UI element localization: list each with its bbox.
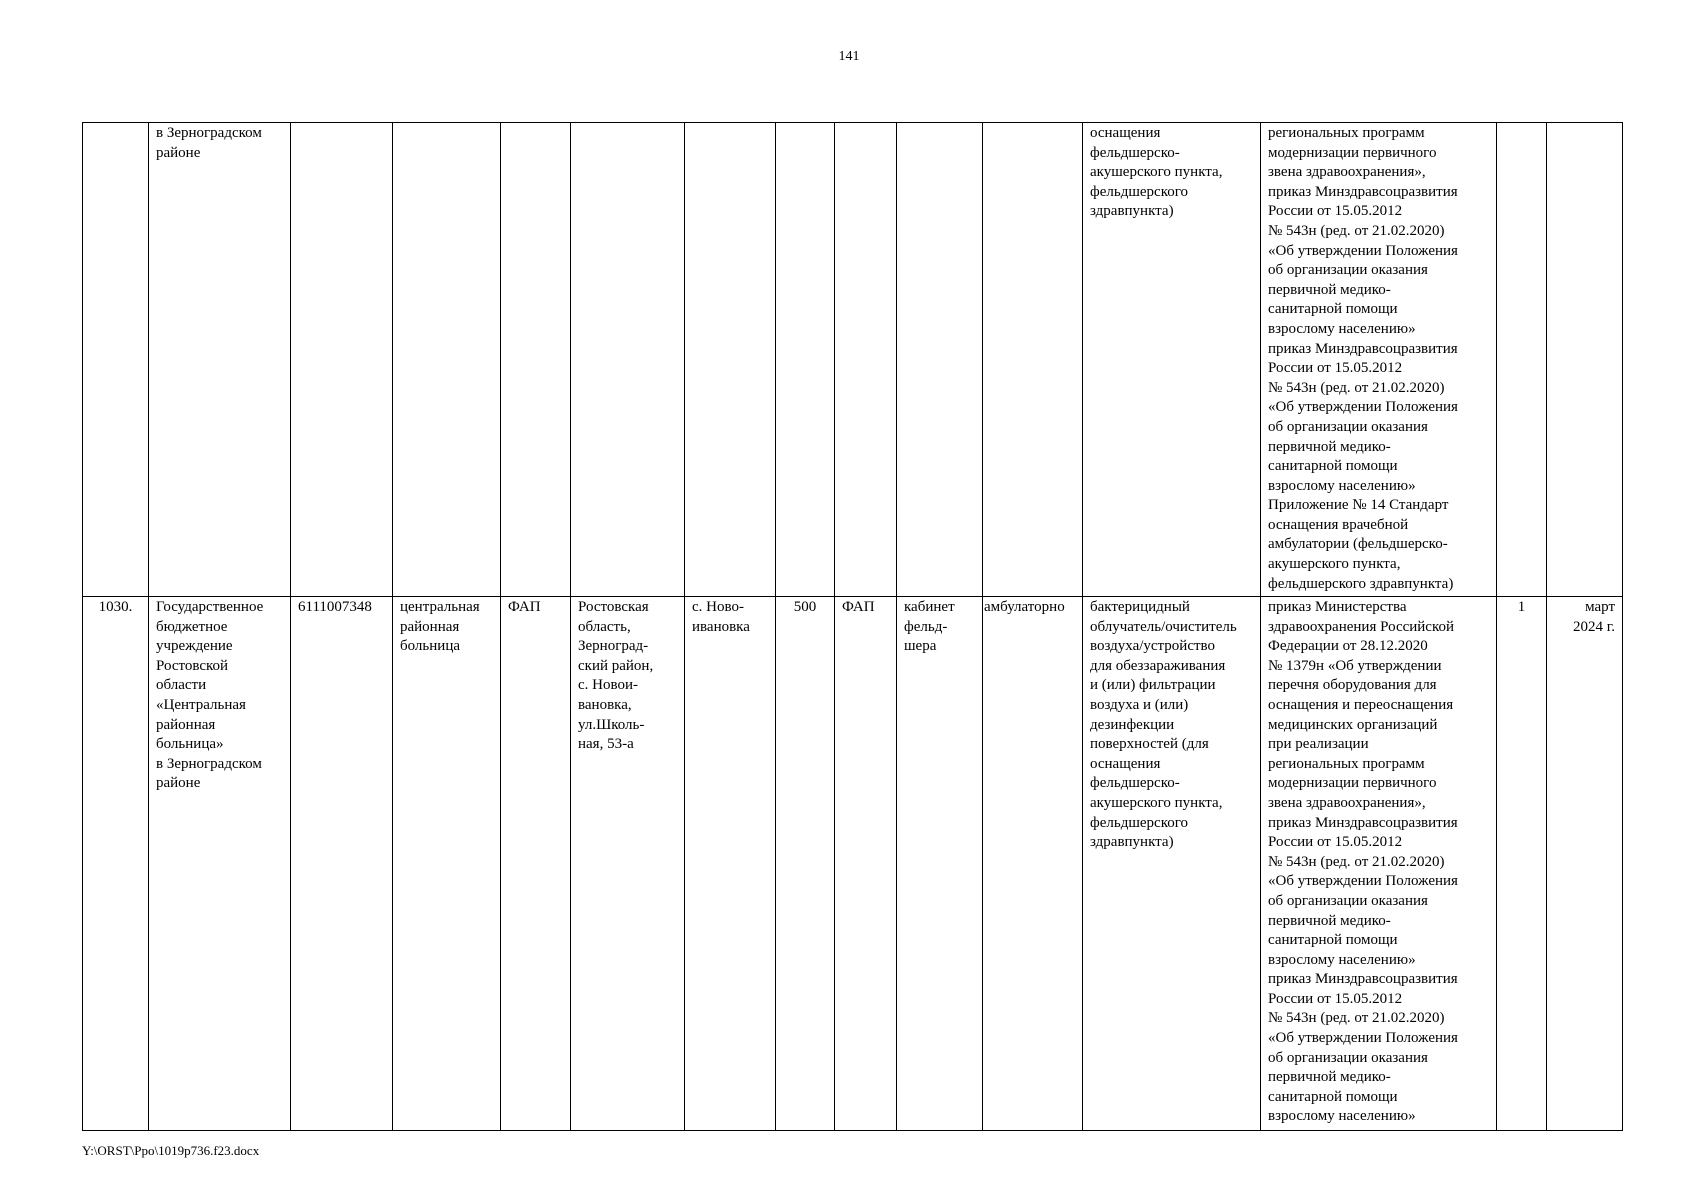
unit-cell xyxy=(501,123,571,597)
institution-type-cell xyxy=(393,123,501,597)
document-table xyxy=(82,122,1623,1131)
equipment-cell: оснащения фельдшерско- акушерского пункта, фельдшерского здравпункта) xyxy=(1083,123,1261,597)
table-row xyxy=(83,597,1623,1131)
table-row xyxy=(83,123,1623,597)
address-cell xyxy=(571,123,685,597)
equipment-cell: бактерицидный облучатель/очиститель воздуха/устройство для обеззараживания и (или) фильтрации воздуха и (или) дезинфекции поверхностей (для оснащения фельдшерско- акушерского пункта, фельдшерского здравпункта) xyxy=(1083,597,1261,1131)
inn-cell: 6111007348 xyxy=(291,597,393,1131)
population-cell: 500 xyxy=(776,597,835,1131)
care-form-cell xyxy=(983,123,1083,597)
unit-cell: ФАП xyxy=(501,597,571,1131)
care-form-cell: амбулаторно xyxy=(983,597,1083,1131)
room-cell: кабинет фельд- шера xyxy=(897,597,983,1131)
legal-basis-cell: приказ Министерства здравоохранения Российской Федерации от 28.12.2020 № 1379н «Об утверждении перечня оборудования для оснащения и переоснащения медицинских организаций при реализации региональных программ модернизации первичного звена здравоохранения», приказ Минздравсоцразвития России от 15.05.2012 № 543н (ред. от 21.02.2020) «Об утверждении Положения об организации оказания первичной медико- санитарной помощи взрослому населению» приказ Минздравсоцразвития России от 15.05.2012 № 543н (ред. от 21.02.2020) «Об утверждении Положения об организации оказания первичной медико- санитарной помощи взрослому населению» xyxy=(1261,597,1497,1131)
settlement-cell: с. Ново- ивановка xyxy=(685,597,776,1131)
date-cell xyxy=(1547,123,1623,597)
population-cell xyxy=(776,123,835,597)
footer-file-path: Y:\ORST\Ppo\1019p736.f23.docx xyxy=(82,1143,260,1158)
row-number-cell xyxy=(83,123,149,597)
address-cell: Ростовская область, Зерноград- ский район, с. Новои- вановка, ул.Школь- ная, 53-а xyxy=(571,597,685,1131)
institution-cell: Государственное бюджетное учреждение Ростовской области «Центральная районная больница» в Зерноградском районе xyxy=(149,597,291,1131)
settlement-cell xyxy=(685,123,776,597)
room-cell xyxy=(897,123,983,597)
quantity-cell: 1 xyxy=(1497,597,1547,1131)
page-number: 141 xyxy=(838,49,860,64)
row-number-cell: 1030. xyxy=(83,597,149,1131)
legal-basis-cell: региональных программ модернизации первичного звена здравоохранения», приказ Минздравсоцразвития России от 15.05.2012 № 543н (ред. от 21.02.2020) «Об утверждении Положения об организации оказания первичной медико- санитарной помощи взрослому населению» приказ Минздравсоцразвития России от 15.05.2012 № 543н (ред. от 21.02.2020) «Об утверждении Положения об организации оказания первичной медико- санитарной помощи взрослому населению» Приложение № 14 Стандарт оснащения врачебной амбулатории (фельдшерско- акушерского пункта, фельдшерского здравпункта) xyxy=(1261,123,1497,597)
institution-type-cell: центральная районная больница xyxy=(393,597,501,1131)
inn-cell xyxy=(291,123,393,597)
institution-cell: в Зерноградском районе xyxy=(149,123,291,597)
quantity-cell xyxy=(1497,123,1547,597)
date-cell: март 2024 г. xyxy=(1547,597,1623,1131)
facility-cell xyxy=(835,123,897,597)
facility-cell: ФАП xyxy=(835,597,897,1131)
